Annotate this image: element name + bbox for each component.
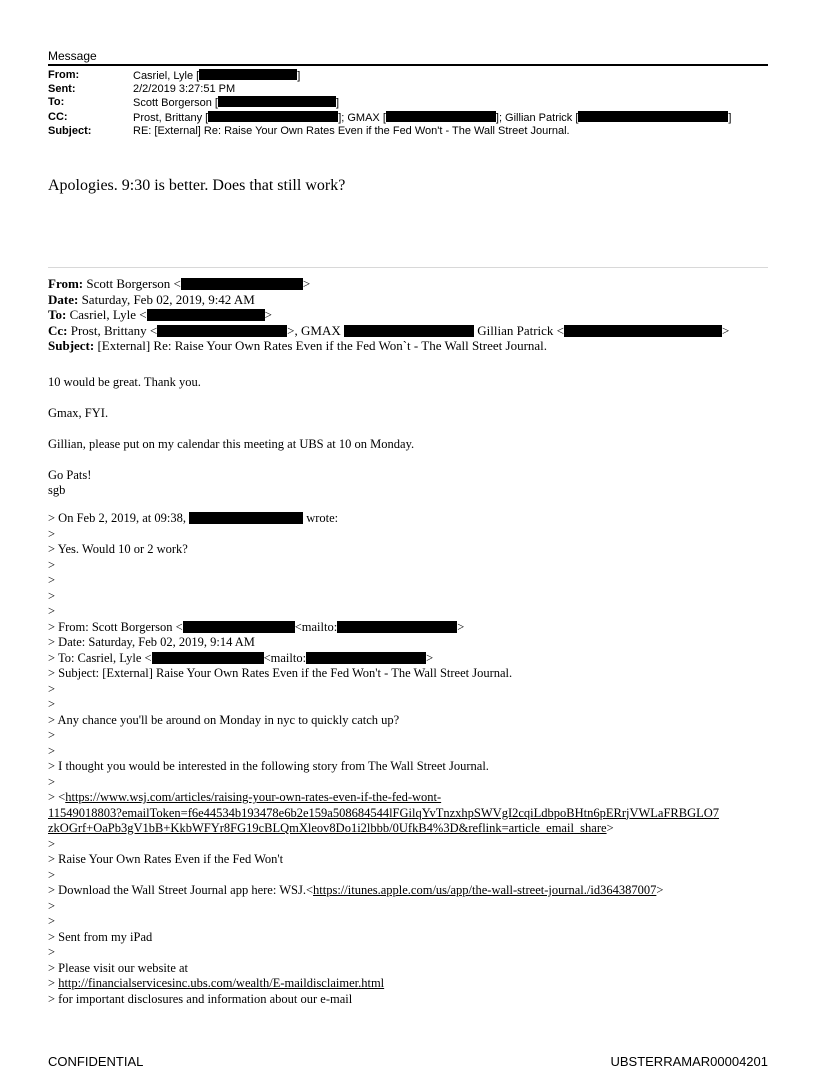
email-header bbox=[48, 69, 731, 138]
quote-line: > for important disclosures and information about our e-mail bbox=[48, 991, 353, 1006]
quote-line: > bbox=[48, 681, 56, 696]
redaction-block bbox=[181, 278, 303, 290]
redaction-block bbox=[218, 96, 336, 107]
quote-line: > bbox=[48, 557, 56, 572]
header-from-row bbox=[48, 69, 731, 83]
quote-line: > <https://www.wsj.com/articles/raising-your-own-rates-even-if-the-fed-wont- bbox=[48, 790, 442, 804]
redaction-block bbox=[152, 652, 264, 664]
header-sent-row bbox=[48, 83, 731, 96]
quote-line: > bbox=[48, 914, 56, 928]
fwd-date-line: Date: Saturday, Feb 02, 2019, 9:42 AM bbox=[48, 291, 255, 307]
fwd-cc-line: Cc: Prost, Brittany < >, GMAX Gillian Patrick < > bbox=[48, 322, 730, 338]
quote-line: zkOGrf+OaPb3gV1bB+KkbWFYr8FG19cBLQmXleov8Do1i2lbbb/0UfkB4%3D&reflink=article_email_share> bbox=[48, 821, 614, 835]
quote-line: > bbox=[48, 774, 56, 789]
paragraph: Gmax, FYI. bbox=[48, 406, 109, 420]
quoted-thread bbox=[48, 511, 719, 1007]
wsj-article-link-cont[interactable]: zkOGrf+OaPb3gV1bB+KkbWFYr8FG19cBLQmXleov8Do1i2lbbb/0UfkB4%3D&reflink=article_email_share bbox=[48, 821, 607, 835]
wsj-article-link-cont[interactable]: 11549018803?emailToken=f6e44534b193478e6b2e159a508684544lFGilqYvTnzxhpSWVgI2cqiLdbpoBHtn6pERrjVWLaFRBGLO7 bbox=[48, 805, 720, 820]
quote-line: > bbox=[48, 526, 56, 541]
header-to-row bbox=[48, 96, 731, 110]
sign-off: Go Pats! sgb bbox=[48, 468, 92, 497]
redaction-block bbox=[337, 621, 457, 633]
sent-key: Sent: bbox=[48, 83, 76, 96]
quote-line: > Any chance you'll be around on Monday in nyc to quickly catch up? bbox=[48, 712, 400, 727]
redaction-block bbox=[306, 652, 426, 664]
quote-line: > Download the Wall Street Journal app here: WSJ.<https://itunes.apple.com/us/app/the-wall-street-journal./id364387007> bbox=[48, 883, 664, 897]
fwd-from-line: From: Scott Borgerson < > bbox=[48, 276, 311, 291]
redaction-block bbox=[386, 111, 496, 122]
quote-line: > Subject: [External] Raise Your Own Rates Even if the Fed Won't - The Wall Street Journal. bbox=[48, 666, 513, 680]
redaction-block bbox=[199, 69, 297, 80]
quote-line: > On Feb 2, 2019, at 09:38, wrote: bbox=[48, 511, 339, 525]
confidential-label: CONFIDENTIAL bbox=[48, 1054, 144, 1069]
header-subject-row bbox=[48, 125, 731, 138]
redaction-block bbox=[578, 111, 728, 122]
sent-value: 2/2/2019 3:27:51 PM bbox=[133, 83, 236, 96]
bates-number: UBSTERRAMAR00004201 bbox=[610, 1054, 768, 1069]
quote-line: > bbox=[48, 945, 56, 959]
fwd-to-line: To: Casriel, Lyle < > bbox=[48, 307, 272, 322]
quote-line: > bbox=[48, 898, 56, 913]
redaction-block bbox=[344, 325, 474, 337]
subject-key: Subject: bbox=[48, 124, 92, 137]
quote-line: > Sent from my iPad bbox=[48, 929, 153, 944]
quote-line: > bbox=[48, 728, 56, 742]
from-key: From: bbox=[48, 69, 80, 81]
quote-line: > Date: Saturday, Feb 02, 2019, 9:14 AM bbox=[48, 635, 255, 649]
reply-body: Apologies. 9:30 is better. Does that still work? bbox=[48, 177, 346, 194]
redaction-block bbox=[208, 111, 338, 122]
cc-value: Prost, Brittany [ ]; GMAX [ ]; Gillian Patrick [ ] bbox=[133, 111, 732, 124]
quote-line bbox=[48, 806, 719, 822]
header-cc-row bbox=[48, 111, 731, 125]
redaction-block bbox=[157, 325, 287, 337]
redaction-block bbox=[147, 309, 265, 321]
paragraph: Gillian, please put on my calendar this meeting at UBS at 10 on Monday. bbox=[48, 437, 415, 451]
thread-separator bbox=[48, 267, 768, 268]
quote-line: > http://financialservicesinc.ubs.com/wealth/E-maildisclaimer.html bbox=[48, 976, 385, 990]
quote-line: > bbox=[48, 743, 56, 758]
quote-line: > Yes. Would 10 or 2 work? bbox=[48, 542, 188, 556]
paragraph: 10 would be great. Thank you. bbox=[48, 375, 201, 389]
redaction-block bbox=[183, 621, 295, 633]
ubs-disclaimer-link[interactable]: http://financialservicesinc.ubs.com/wealth/E-maildisclaimer.html bbox=[58, 976, 385, 990]
to-value: Scott Borgerson [ ] bbox=[133, 97, 340, 110]
quote-line: > bbox=[48, 573, 56, 587]
fwd-subject-line: Subject: [External] Re: Raise Your Own Rates Even if the Fed Won`t - The Wall Street Journal. bbox=[48, 338, 548, 353]
header-divider bbox=[48, 64, 768, 66]
quote-line: > bbox=[48, 697, 56, 711]
to-key: To: bbox=[48, 96, 65, 109]
quote-line: > bbox=[48, 588, 56, 603]
quote-line: > I thought you would be interested in the following story from The Wall Street Journal. bbox=[48, 759, 489, 773]
message-label: Message bbox=[48, 49, 97, 63]
quote-line: > Raise Your Own Rates Even if the Fed Won't bbox=[48, 852, 284, 866]
from-value: Casriel, Lyle [ ] bbox=[133, 70, 301, 82]
quote-line: > To: Casriel, Lyle < <mailto: > bbox=[48, 650, 434, 665]
redaction-block bbox=[564, 325, 722, 337]
quote-line: > Please visit our website at bbox=[48, 960, 189, 975]
forwarded-header bbox=[48, 276, 729, 354]
quote-line: > bbox=[48, 867, 56, 882]
quote-line: > bbox=[48, 604, 56, 618]
itunes-link[interactable]: https://itunes.apple.com/us/app/the-wall-street-journal./id364387007 bbox=[313, 883, 657, 897]
quote-line: > bbox=[48, 836, 56, 851]
quote-line: > From: Scott Borgerson < <mailto: > bbox=[48, 619, 465, 634]
cc-key: CC: bbox=[48, 110, 68, 123]
redaction-block bbox=[189, 512, 303, 524]
wsj-article-link[interactable]: https://www.wsj.com/articles/raising-your-own-rates-even-if-the-fed-wont- bbox=[65, 790, 442, 804]
subject-value: RE: [External] Re: Raise Your Own Rates Even if the Fed Won't - The Wall Street Journal. bbox=[133, 124, 570, 137]
